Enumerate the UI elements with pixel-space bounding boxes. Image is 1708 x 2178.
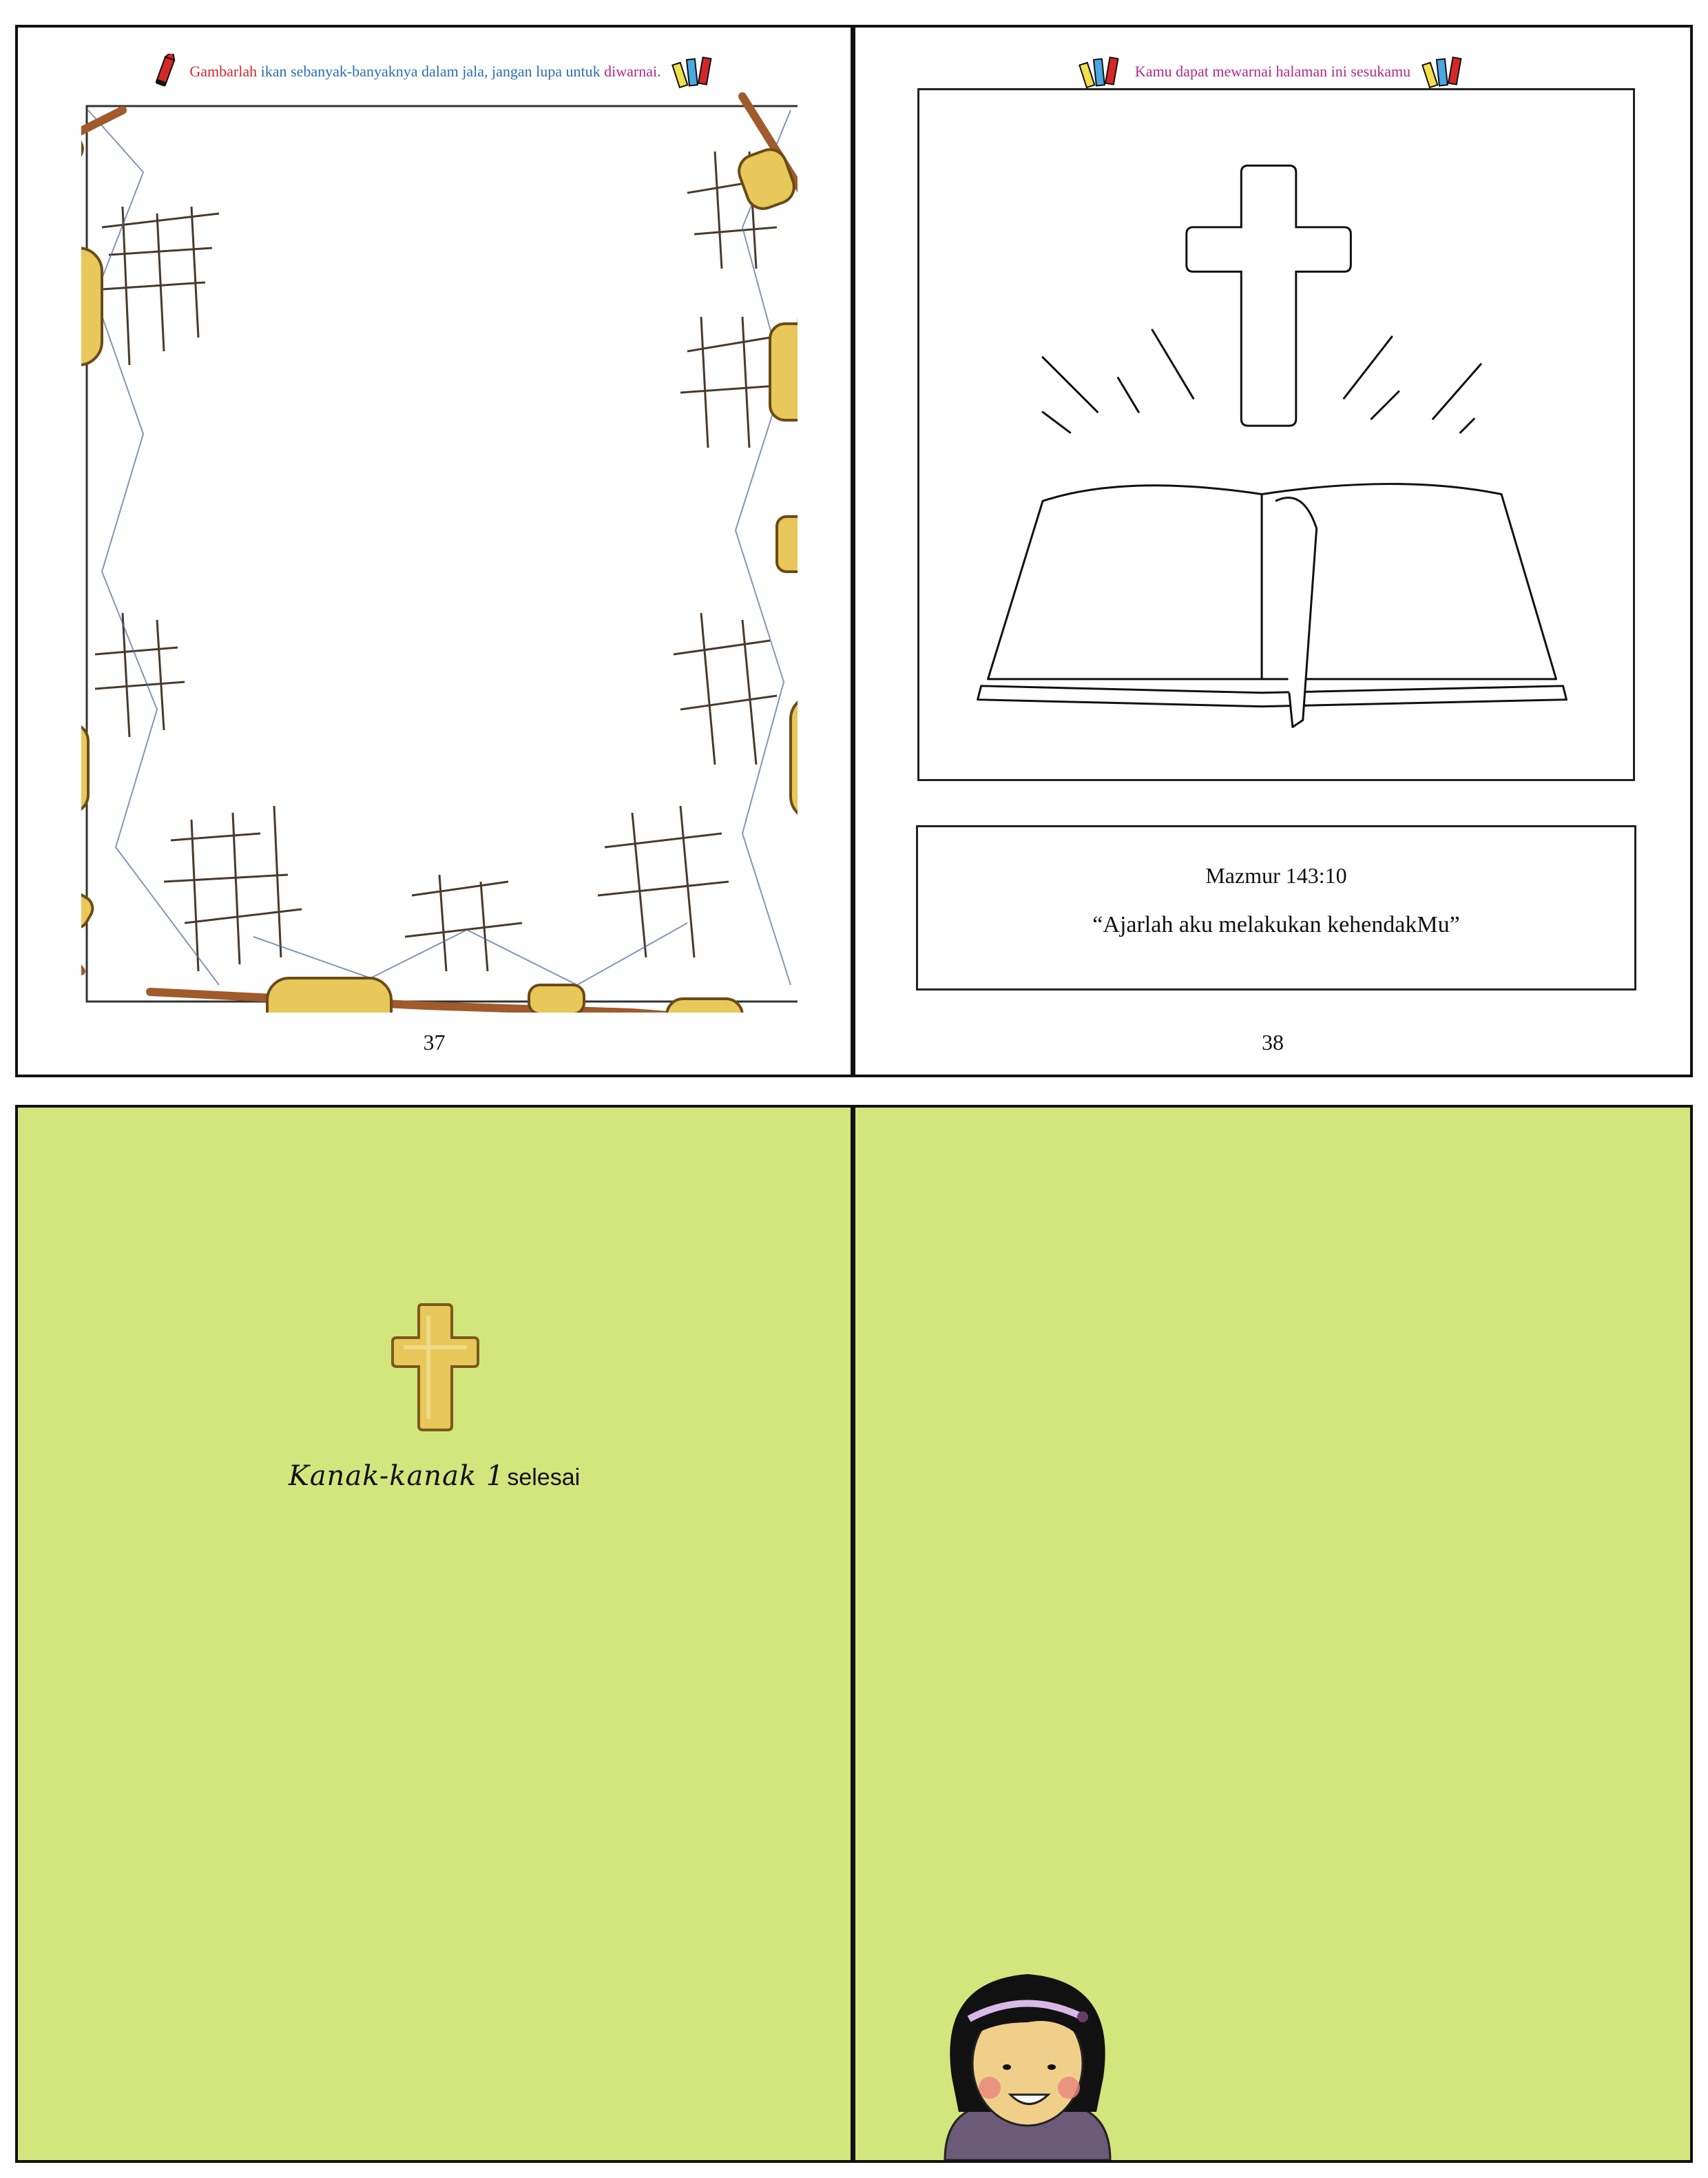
instruction-part1: Gambarlah — [189, 63, 258, 81]
verse-text: “Ajarlah aku melakukan kehendakMu” — [1092, 912, 1460, 937]
end-caption — [18, 1460, 851, 1492]
top-spread — [15, 25, 1693, 1077]
drawing-instruction — [18, 54, 851, 92]
end-page — [18, 1108, 851, 2160]
coloring-picture-box — [917, 88, 1635, 781]
book-spine — [851, 1108, 855, 2160]
bottom-spread — [15, 1105, 1693, 2163]
instruction-text: Kamu dapat mewarnai halaman ini sesukamu — [1134, 63, 1411, 81]
cross-icon — [1187, 165, 1351, 426]
end-suffix: selesai — [507, 1464, 581, 1491]
page-37 — [18, 28, 851, 1075]
fishing-net-frame — [81, 90, 798, 1013]
instruction-part3: diwarnai. — [604, 63, 661, 81]
back-page — [855, 1108, 1690, 2160]
golden-cross-icon — [390, 1302, 481, 1433]
verse-reference: Mazmur 143:10 — [1205, 863, 1347, 888]
red-crayon-icon — [152, 54, 179, 92]
crayons-icon — [1421, 54, 1467, 92]
crayons-icon — [1079, 54, 1124, 92]
net-lines — [95, 152, 777, 971]
page-number-37: 37 — [423, 1030, 446, 1055]
girl-illustration — [924, 1953, 1131, 2160]
verse-box — [916, 825, 1636, 991]
cross-and-bible-drawing — [919, 90, 1633, 779]
instruction-part2: ikan sebanyak-banyaknya dalam jala, jangan lupa untuk — [260, 63, 601, 81]
page-number-38: 38 — [1262, 1030, 1284, 1055]
book-spine — [851, 28, 855, 1075]
coloring-instruction — [855, 54, 1690, 92]
open-bible-icon — [978, 484, 1567, 727]
page-38 — [855, 28, 1690, 1075]
end-title: Kanak-kanak 1 — [288, 1460, 505, 1492]
crayons-icon — [671, 54, 717, 92]
